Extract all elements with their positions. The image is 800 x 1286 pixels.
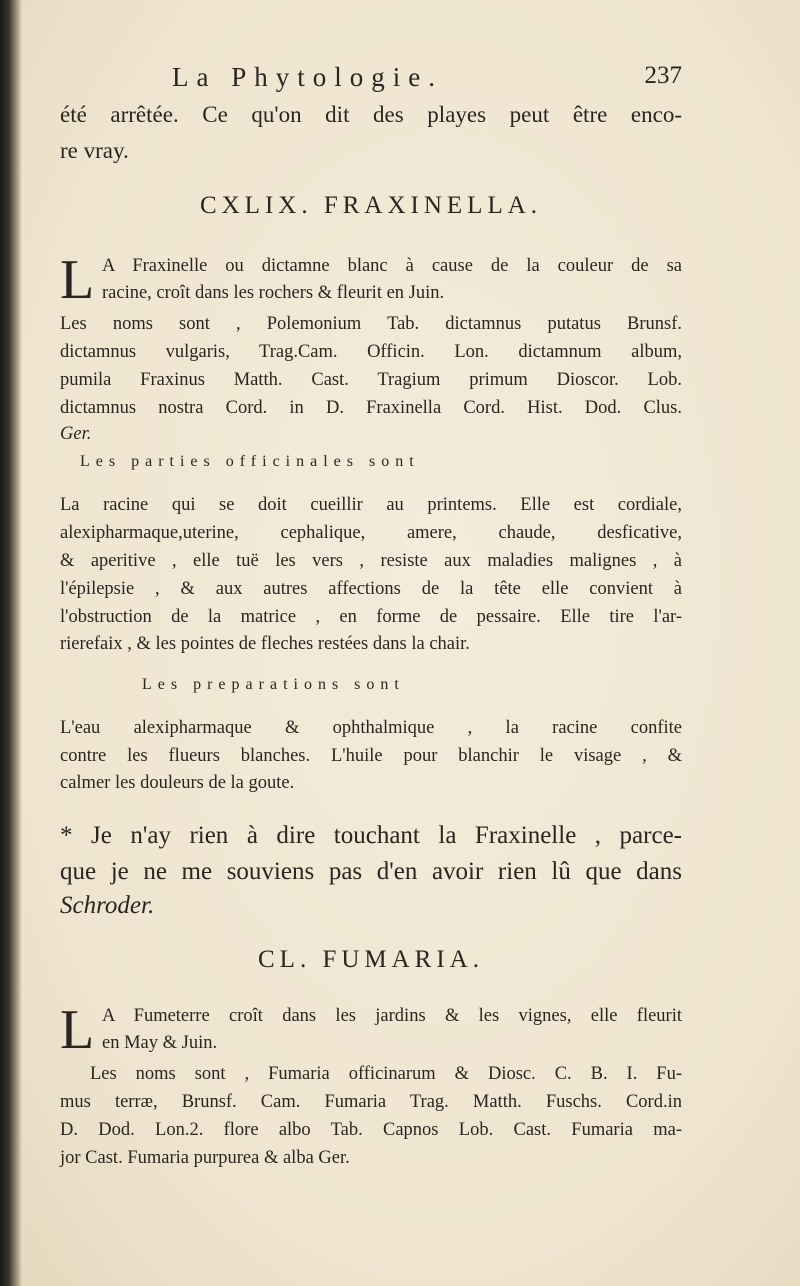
text-line: contre les flueurs blanches. L'huile pour blanchir le visage , & (60, 746, 682, 766)
text-line: Les noms sont , Polemonium Tab. dictamnus putatus Brunsf. (60, 314, 682, 334)
text-line: A Fumeterre croît dans les jardins & les vignes, elle fleurit (102, 1006, 682, 1026)
text-line: D. Dod. Lon.2. flore albo Tab. Capnos Lob. Cast. Fumaria ma- (60, 1120, 682, 1140)
text-line: l'épilepsie , & aux autres affections de la tête elle convient à (60, 579, 682, 599)
text-line: été arrêtée. Ce qu'on dit des playes peut être enco- (60, 102, 682, 127)
section-heading-fraxinella: CXLIX. FRAXINELLA. (199, 192, 543, 219)
text-line: Ger. (60, 424, 92, 444)
text-line: mus terræ, Brunsf. Cam. Fumaria Trag. Matth. Fuschs. Cord.in (60, 1092, 682, 1112)
text-line: rierefaix , & les pointes de fleches restées dans la chair. (60, 634, 470, 654)
text-line: pumila Fraxinus Matth. Cast. Tragium primum Dioscor. Lob. (60, 370, 682, 390)
text-line: re vray. (60, 138, 129, 163)
text-line: l'obstruction de la matrice , en forme de pessaire. Elle tire l'ar- (60, 607, 682, 627)
text-line: dictamnus nostra Cord. in D. Fraxinella Cord. Hist. Dod. Clus. (60, 398, 682, 418)
note-line: Schroder. (60, 892, 155, 919)
running-title: La Phytologie. (172, 62, 443, 92)
drop-cap: L (60, 249, 95, 311)
page-number: 237 (644, 62, 682, 89)
text-line: racine, croît dans les rochers & fleurit en Juin. (102, 283, 445, 303)
note-line: * Je n'ay rien à dire touchant la Fraxinelle , parce- (60, 822, 682, 849)
section-heading-fumaria: CL. FUMARIA. (258, 946, 484, 973)
subheading-parties: Les parties officinales sont (80, 453, 420, 470)
drop-cap: L (60, 999, 95, 1061)
note-line: que je ne me souviens pas d'en avoir rien lû que dans (60, 858, 682, 885)
book-spine-shadow (0, 0, 22, 1286)
subheading-preparations: Les preparations sont (142, 676, 405, 693)
text-line: La racine qui se doit cueillir au printems. Elle est cordiale, (60, 495, 682, 515)
text-line: calmer les douleurs de la goute. (60, 773, 295, 793)
text-line: L'eau alexipharmaque & ophthalmique , la racine confite (60, 718, 682, 738)
text-line: A Fraxinelle ou dictamne blanc à cause de la couleur de sa (102, 256, 682, 276)
text-line: & aperitive , elle tuë les vers , resiste aux maladies malignes , à (60, 551, 682, 571)
text-line: alexipharmaque,uterine, cephalique, amere, chaude, desficative, (60, 523, 682, 543)
text-line: Les noms sont , Fumaria officinarum & Diosc. C. B. I. Fu- (90, 1064, 682, 1084)
text-line: jor Cast. Fumaria purpurea & alba Ger. (60, 1148, 350, 1168)
text-line: en May & Juin. (102, 1033, 218, 1053)
text-line: dictamnus vulgaris, Trag.Cam. Officin. Lon. dictamnum album, (60, 342, 682, 362)
